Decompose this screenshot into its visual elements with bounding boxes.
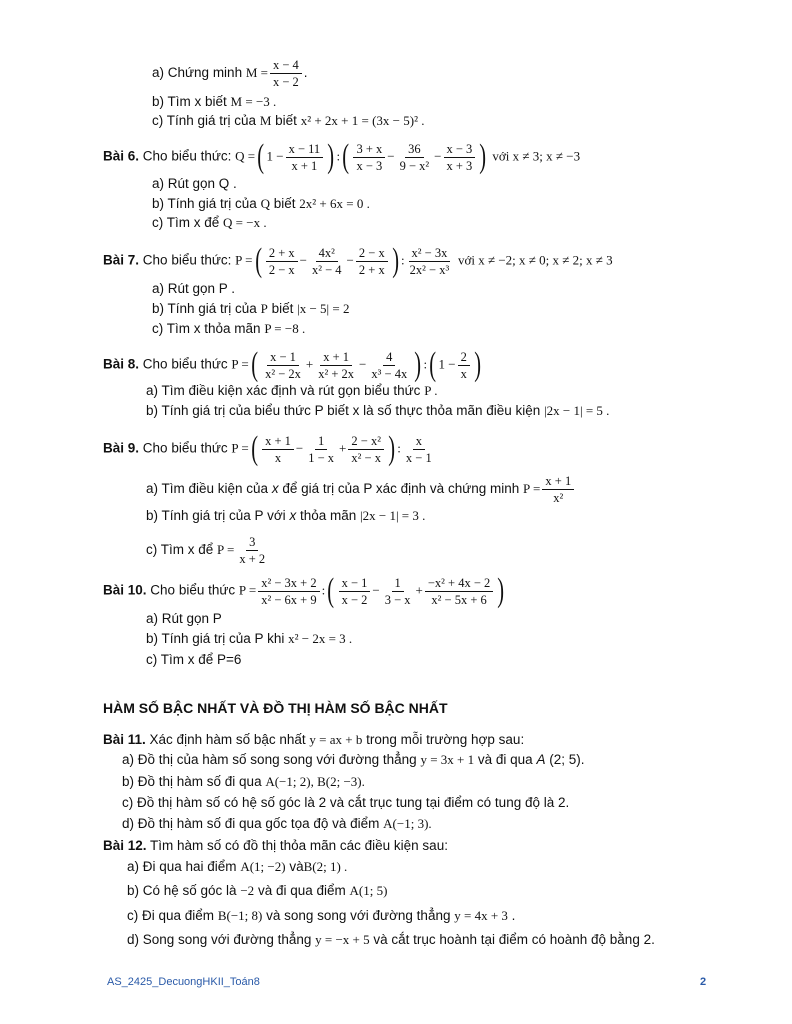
problem-11: Bài 11. Xác định hàm số bậc nhất y = ax + b trong mỗi trường hợp sau: (103, 732, 525, 747)
problem-7a: a) Rút gọn P . (152, 281, 236, 296)
item-l3: c) Tính giá trị của M biết x² + 2x + 1 = (3x − 5)² . (152, 113, 425, 128)
problem-7: Bài 7. Cho biểu thức: P =( $\frac{2 + x}{2 - x}$ − $\frac{\text{4x²}}{\text{x² − 4}}$ − $\frac{2 - x}{2 + x}$ ) : $\frac{\text{x² − 3x}}{\text{2x² − x³}}$ với x ≠ −2; x ≠ 0; x ≠ 2; x ≠ 3 (103, 242, 613, 279)
problem-12d: d) Song song với đường thẳng y = −x + 5 và cắt trục hoành tại điểm có hoành độ bằng 2. (127, 932, 655, 947)
problem-11b: b) Đồ thị hàm số đi qua A(−1; 2), B(2; −3). (122, 774, 365, 789)
problem-12c: c) Đi qua điểm B(−1; 8) và song song với đường thẳng y = 4x + 3 . (127, 908, 516, 923)
problem-9b: b) Tính giá trị của P với x thỏa mãn |2x − 1| = 3 . (146, 508, 426, 523)
footer-doc-name: AS_2425_DecuongHKII_Toán8 (107, 976, 260, 988)
problem-6b: b) Tính giá trị của Q biết 2x² + 6x = 0 . (152, 196, 370, 211)
section-heading: HÀM SỐ BẬC NHẤT VÀ ĐỒ THỊ HÀM SỐ BẬC NHẤT (103, 700, 448, 716)
problem-10: Bài 10. Cho biểu thức P = $\frac{\text{x² − 3x + 2}}{\text{x² − 6x + 9}}$ :( $\frac{x - 1}{x - 2}$ − $\frac{1}{3 - x}$ + $\frac{\text{−x² + 4x − 2}}{\text{x² − 5x + 6}}$ ) (103, 572, 505, 609)
problem-9a: a) Tìm điều kiện của x để giá trị của P xác định và chứng minh P = $\frac{x + 1}{\text{x²}}$ (146, 474, 576, 505)
problem-12: Bài 12. Tìm hàm số có đồ thị thỏa mãn các điều kiện sau: (103, 838, 448, 853)
problem-6c: c) Tìm x để Q = −x . (152, 215, 267, 230)
problem-12b: b) Có hệ số góc là −2 và đi qua điểm A(1; 5) (127, 883, 388, 898)
problem-8a: a) Tìm điều kiện xác định và rút gọn biểu thức P . (146, 383, 438, 398)
problem-11d: d) Đồ thị hàm số đi qua gốc tọa độ và điểm A(−1; 3). (122, 816, 432, 831)
problem-11a: a) Đồ thị của hàm số song song với đường thẳng y = 3x + 1 và đi qua A (2; 5). (122, 752, 585, 767)
problem-8b: b) Tính giá trị của biểu thức P biết x là số thực thỏa mãn điều kiện |2x − 1| = 5 . (146, 403, 610, 418)
problem-9: Bài 9. Cho biểu thức P =( $\frac{x + 1}{x}$ − $\frac{1}{1 - x}$ + $\frac{\text{2 − x²}}{\text{x² − x}}$ ) : $\frac{x}{x - 1}$ (103, 430, 432, 467)
problem-10a: a) Rút gọn P (146, 611, 222, 626)
problem-6: Bài 6. Cho biểu thức: Q =( 1 − $\frac{x - 11}{x + 1}$ ) :( $\frac{3 + x}{x - 3}$ − $\frac{36}{\text{9 − x²}}$ − $\frac{x - 3}{x + 3}$ ) với x ≠ 3; x ≠ −3 (103, 138, 581, 175)
item-l1: a) Chứng minh M = $\frac{x - 4}{x - 2}$ . (152, 58, 308, 89)
problem-10b: b) Tính giá trị của P khi x² − 2x = 3 . (146, 631, 353, 646)
problem-7c: c) Tìm x thỏa mãn P = −8 . (152, 321, 306, 336)
problem-6a: a) Rút gọn Q . (152, 176, 237, 191)
problem-8: Bài 8. Cho biểu thức P =( $\frac{x - 1}{\text{x² − 2x}}$ + $\frac{x + 1}{\text{x² + 2x}}$ − $\frac{4}{\text{x³ − 4x}}$ ) :( 1 − $\frac{2}{x}$ ) (103, 346, 481, 383)
problem-7b: b) Tính giá trị của P biết |x − 5| = 2 (152, 301, 350, 316)
problem-11c: c) Đồ thị hàm số có hệ số góc là 2 và cắt trục tung tại điểm có tung độ là 2. (122, 795, 570, 810)
problem-10c: c) Tìm x để P=6 (146, 652, 242, 667)
problem-12a: a) Đi qua hai điểm A(1; −2) vàB(2; 1) . (127, 859, 348, 874)
item-l2: b) Tìm x biết M = −3 . (152, 94, 277, 109)
problem-9c: c) Tìm x để P = $\frac{3}{x + 2}$ (146, 535, 266, 566)
footer-page-number: 2 (700, 976, 707, 988)
